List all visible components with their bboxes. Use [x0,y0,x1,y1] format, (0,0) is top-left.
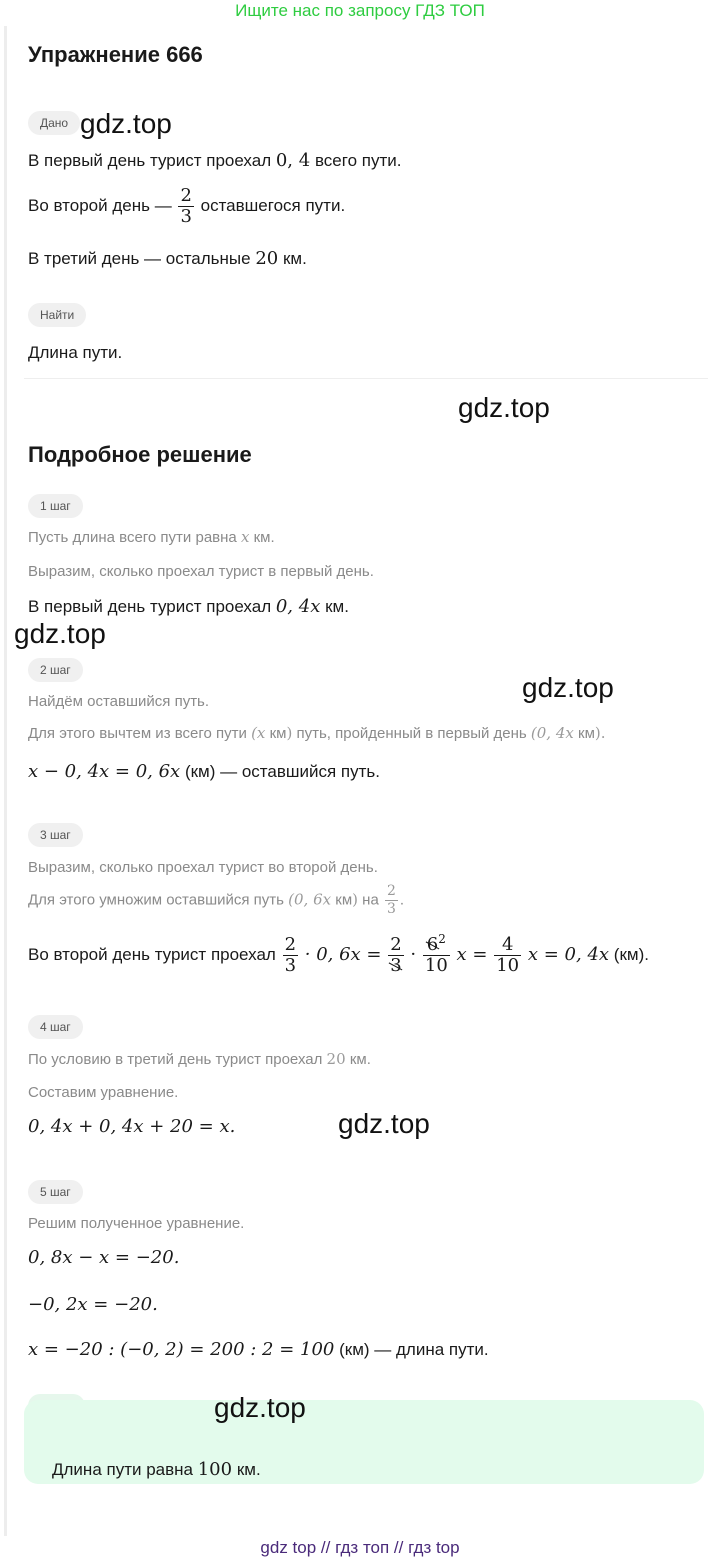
top-banner[interactable]: Ищите нас по запросу ГДЗ ТОП [235,1,485,20]
text: путь, пройденный в первый день [296,725,527,742]
text: км [269,725,287,742]
step-badge: 4 шаг [28,1015,83,1039]
step-2-note-1: Найдём оставшийся путь. [28,693,210,710]
text: В первый день турист проехал [28,597,272,616]
text: оставшегося пути. [200,195,346,215]
text: Длина пути равна [52,1460,193,1479]
text: По условию в третий день турист проехал [28,1051,323,1068]
given-line-1 [28,150,401,171]
step-4-equation [28,1116,235,1137]
watermark: gdz.top [214,1392,306,1423]
math: 0, 4x [275,596,321,617]
text: Пусть длина всего пути равна [28,529,237,546]
section-divider [24,378,708,379]
text: км [335,891,353,909]
math: x = −20 : (−0, 2) = 200 : 2 = 100 [28,1339,335,1360]
step-4-section [28,1015,83,1039]
math: x = 0, 4x [527,943,610,965]
step-3-result [28,932,649,976]
solution-title: Подробное решение [28,442,252,467]
step-1-section [28,494,83,518]
footer-links[interactable]: gdz top // гдз топ // гдз top [260,1538,460,1557]
math: (0, 4x [530,724,574,742]
denominator: 10 [424,955,448,976]
math: 20 [255,248,279,269]
step-4-note-2: Составим уравнение. [28,1084,179,1101]
watermark: gdz.top [14,618,106,649]
math: · [410,943,417,965]
step-badge: 2 шаг [28,658,83,682]
step-5-note-1: Решим полученное уравнение. [28,1215,245,1232]
step-5-equation-1 [28,1247,179,1268]
text: км. [236,1460,261,1479]
text: (км) — длина пути. [339,1340,489,1359]
text: . [399,891,405,909]
text: Во второй день — [28,195,172,215]
math: · 0, 6x = [304,943,382,965]
text: В третий день — остальные [28,249,251,268]
watermark: gdz.top [458,392,550,423]
denominator: 3 [180,206,192,227]
numerator: 2 [180,185,192,206]
denominator: 3 [284,955,297,976]
fraction [494,935,521,976]
fraction [388,935,403,976]
math: 0, 4 [275,150,311,171]
math: (x [251,724,266,742]
given-line-2 [28,186,345,227]
numerator: 2 [386,883,396,899]
find-badge: Найти [28,303,86,327]
numerator [423,932,450,955]
denominator [388,955,403,976]
fraction [283,935,298,976]
step-2-result [28,761,380,782]
text: км [578,725,595,742]
text: Для этого умножим оставшийся путь [28,891,284,909]
text: (км). [613,944,649,964]
math: 20 [326,1050,346,1068]
watermark: gdz.top [80,108,172,139]
fraction [423,932,450,976]
step-1-note-2: Выразим, сколько проехал турист в первый день. [28,563,374,580]
text: Во второй день турист проехал [28,944,276,964]
math: −0, 2x = −20. [28,1294,158,1315]
numerator: 4 [501,934,514,955]
step-3-section [28,823,83,847]
answer-text [52,1459,261,1480]
text: км. [325,597,349,616]
math: 100 [197,1459,233,1480]
step-3-note-1: Выразим, сколько проехал турист во второй день. [28,859,378,876]
numerator: 2 [390,934,402,955]
given-badge: Дано [28,111,80,135]
step-5-section [28,1180,83,1204]
math: 0, 4x + 0, 4x + 20 = x. [28,1116,236,1137]
math: x [240,528,250,546]
text: на [362,891,379,909]
text: км. [282,249,307,268]
given-line-3 [28,248,307,269]
cancelled-digit: 6 [426,934,439,955]
page-title: Упражнение 666 [28,42,203,67]
step-badge: 1 шаг [28,494,83,518]
step-3-note-2 [28,883,404,918]
text: Для этого вычтем из всего пути [28,725,247,742]
math: ). [594,724,606,742]
math: (0, 6x [288,890,332,909]
find-section [28,303,86,327]
text: всего пути. [314,151,402,170]
step-1-note-1 [28,528,275,546]
math: x − 0, 4x = 0, 6x [28,761,181,782]
math: x = [456,943,488,965]
step-badge: 5 шаг [28,1180,83,1204]
math: ) [286,724,293,742]
step-1-result [28,596,349,617]
find-text: Длина пути. [28,343,123,362]
reduced-digit: 2 [438,932,446,946]
text: км. [349,1051,371,1068]
text: км. [253,529,275,546]
cancelled-digit: 3 [390,955,402,976]
watermark: gdz.top [338,1108,430,1139]
denominator: 3 [386,901,396,917]
step-badge: 3 шаг [28,823,83,847]
step-5-equation-3 [28,1339,489,1360]
given-section [28,111,80,135]
text: (км) — оставшийся путь. [184,762,380,781]
step-2-note-2 [28,724,606,742]
math: 0, 8x − x = −20. [28,1247,180,1268]
step-5-equation-2 [28,1294,158,1315]
denominator: 10 [496,955,520,976]
numerator: 2 [284,934,297,955]
watermark: gdz.top [522,672,614,703]
fraction [385,883,398,918]
step-4-note-1 [28,1050,371,1068]
step-2-section [28,658,83,682]
math: ) [352,890,358,909]
text: В первый день турист проехал [28,151,272,170]
fraction [178,186,193,227]
